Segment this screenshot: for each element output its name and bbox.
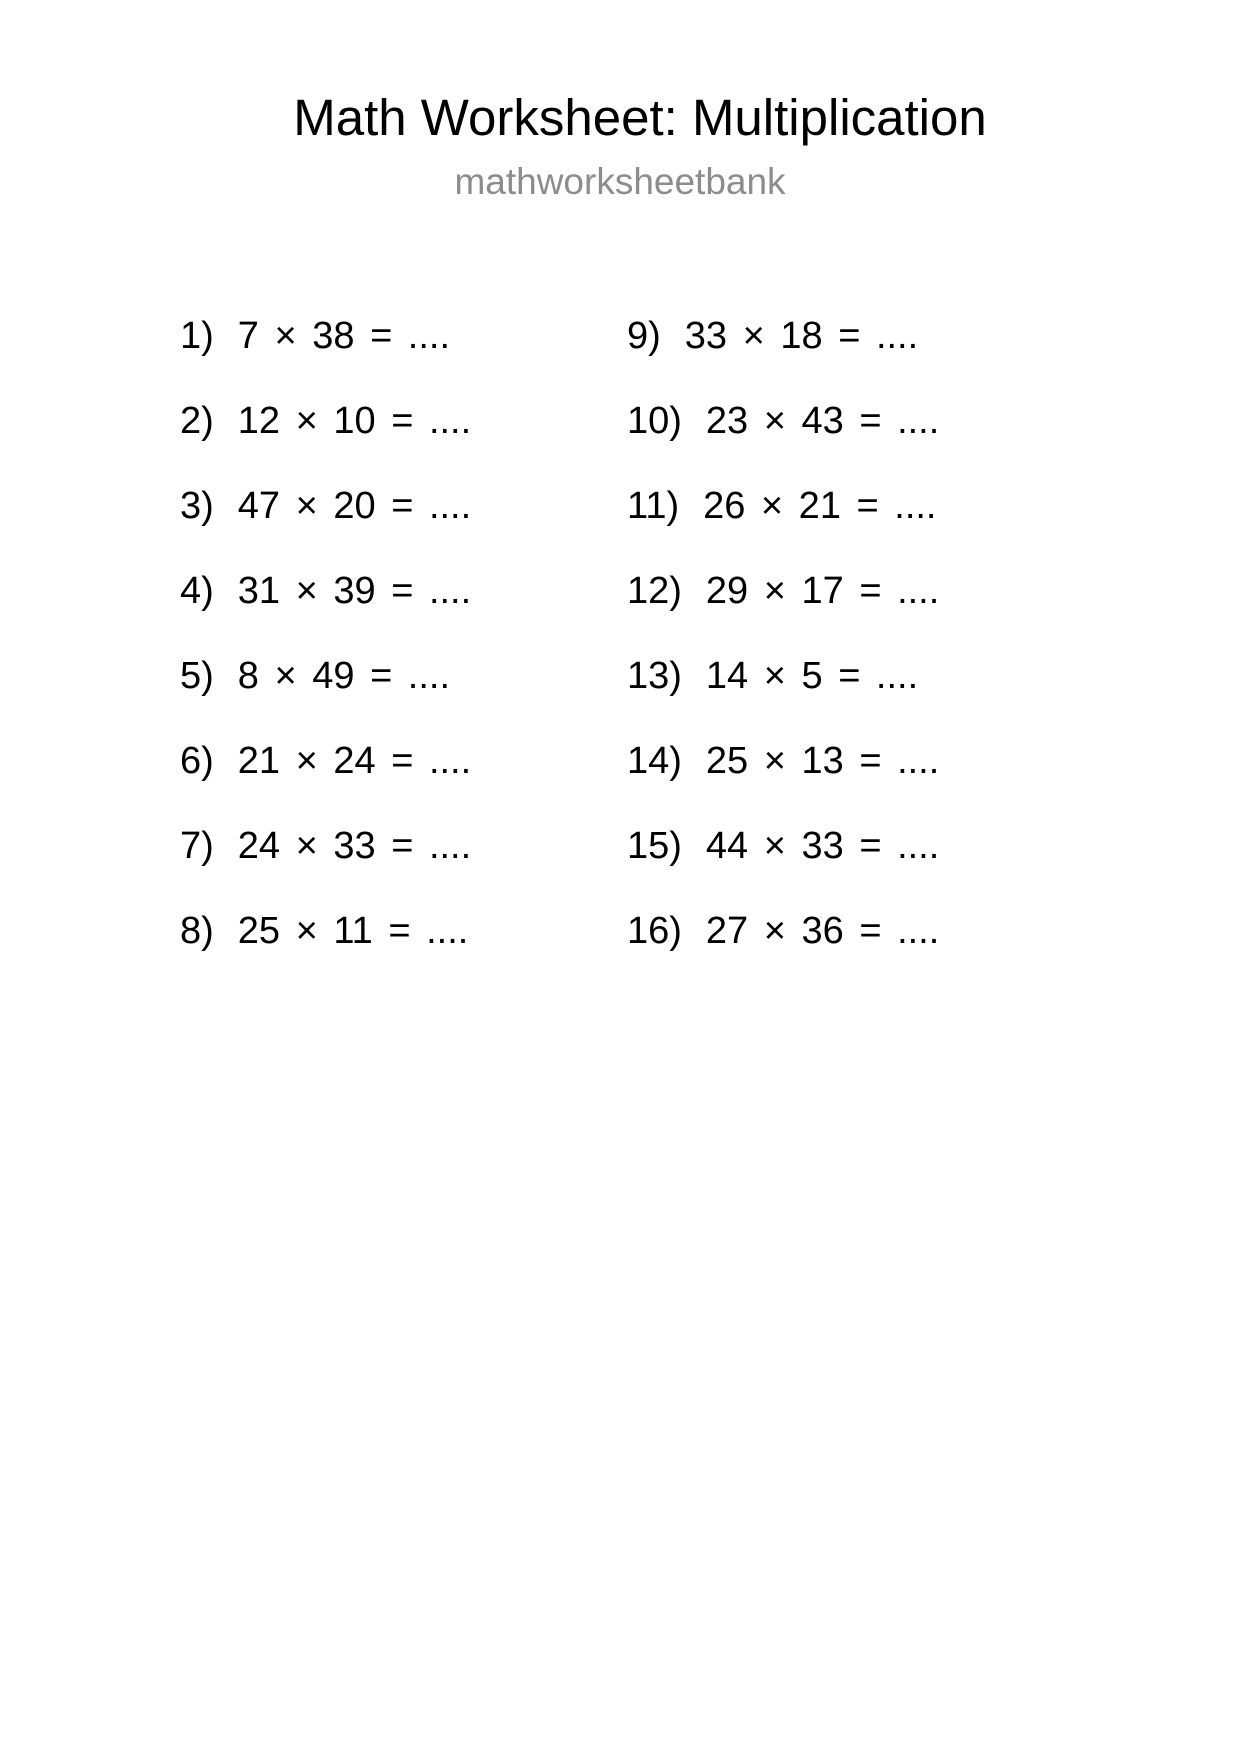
problem-row-3 <box>180 464 627 549</box>
problem-row-16 <box>627 889 1240 974</box>
problem-row-8 <box>180 889 627 974</box>
problems-column-right <box>627 294 1240 974</box>
problem-number: 1) <box>180 315 214 357</box>
problem-number: 6) <box>180 740 214 782</box>
problem-number: 8) <box>180 910 214 952</box>
problem-expression: 25 × 13 = .... <box>705 740 940 782</box>
problem-number: 2) <box>180 400 214 442</box>
problem-row-14 <box>627 719 1240 804</box>
problem-number: 9) <box>627 315 661 357</box>
problem-expression: 7 × 38 = .... <box>237 315 451 357</box>
problems-column-left <box>180 294 627 974</box>
problem-row-15 <box>627 804 1240 889</box>
problem-number: 16) <box>627 910 682 952</box>
problem-expression: 29 × 17 = .... <box>705 570 940 612</box>
problem-expression: 33 × 18 = .... <box>684 315 919 357</box>
problem-number: 14) <box>627 740 682 782</box>
problem-number: 4) <box>180 570 214 612</box>
problem-number: 11) <box>627 485 680 527</box>
problem-row-12 <box>627 549 1240 634</box>
page-title: Math Worksheet: Multiplication <box>293 89 987 146</box>
problem-row-6 <box>180 719 627 804</box>
problem-expression: 31 × 39 = .... <box>237 570 472 612</box>
problem-row-13 <box>627 634 1240 719</box>
problem-row-7 <box>180 804 627 889</box>
problem-expression: 47 × 20 = .... <box>237 485 472 527</box>
page-subtitle: mathworksheetbank <box>454 161 786 202</box>
worksheet-header <box>0 0 1240 204</box>
problem-row-4 <box>180 549 627 634</box>
problem-number: 13) <box>627 655 682 697</box>
problem-expression: 26 × 21 = .... <box>703 485 937 527</box>
problems-grid <box>0 294 1240 974</box>
problem-row-11 <box>627 464 1240 549</box>
problem-row-1 <box>180 294 627 379</box>
problem-number: 3) <box>180 485 214 527</box>
problem-row-10 <box>627 379 1240 464</box>
problem-expression: 12 × 10 = .... <box>237 400 472 442</box>
problem-expression: 21 × 24 = .... <box>237 740 472 782</box>
problem-number: 15) <box>627 825 682 867</box>
problem-expression: 44 × 33 = .... <box>705 825 940 867</box>
problem-expression: 23 × 43 = .... <box>705 400 940 442</box>
problem-row-9 <box>627 294 1240 379</box>
problem-number: 12) <box>627 570 682 612</box>
problem-expression: 27 × 36 = .... <box>705 910 940 952</box>
problem-expression: 14 × 5 = .... <box>705 655 919 697</box>
problem-row-5 <box>180 634 627 719</box>
problem-expression: 8 × 49 = .... <box>237 655 451 697</box>
problem-number: 7) <box>180 825 214 867</box>
problem-number: 10) <box>627 400 682 442</box>
problem-expression: 25 × 11 = .... <box>237 910 469 952</box>
problem-row-2 <box>180 379 627 464</box>
problem-expression: 24 × 33 = .... <box>237 825 472 867</box>
problem-number: 5) <box>180 655 214 697</box>
